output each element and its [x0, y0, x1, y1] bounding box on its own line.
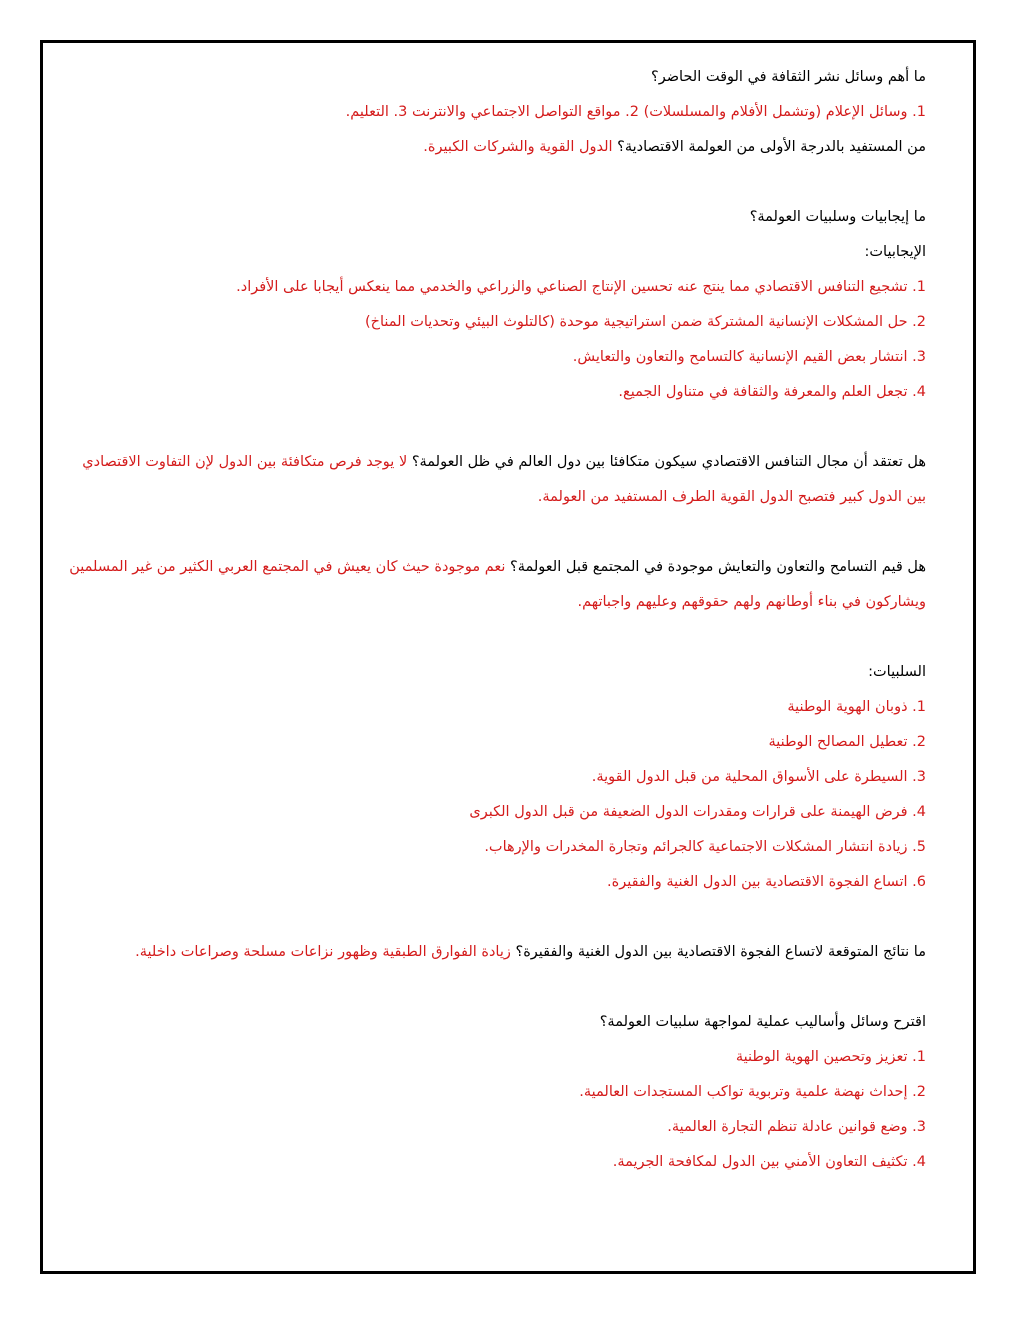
negative-item: 6. اتساع الفجوة الاقتصادية بين الدول الغنية والفقيرة.: [607, 874, 926, 890]
negatives-heading: السلبيات:: [868, 664, 926, 680]
question-competition: هل تعتقد أن مجال التنافس الاقتصادي سيكون متكافئا بين دول العالم في ظل العولمة؟: [411, 454, 926, 470]
negative-item: 1. ذوبان الهوية الوطنية: [787, 699, 926, 715]
question-pros-cons: ما إيجابيات وسلبيات العولمة؟: [749, 209, 926, 225]
question-beneficiary: من المستفيد بالدرجة الأولى من العولمة الاقتصادية؟: [617, 139, 926, 155]
positive-item: 4. تجعل العلم والمعرفة والثقافة في متناول الجميع.: [618, 384, 926, 400]
question-culture-means: ما أهم وسائل نشر الثقافة في الوقت الحاضر؟: [651, 69, 926, 85]
spacer: [60, 900, 926, 935]
question-competition-block: [60, 445, 926, 515]
negative-item: 5. زيادة انتشار المشكلات الاجتماعية كالجرائم وتجارة المخدرات والإرهاب.: [484, 839, 926, 855]
answer-gap-results: زيادة الفوارق الطبقية وظهور نزاعات مسلحة وصراعات داخلية.: [135, 944, 511, 960]
positive-item: 3. انتشار بعض القيم الإنسانية كالتسامح والتعاون والتعايش.: [572, 349, 926, 365]
negative-item: 3. السيطرة على الأسواق المحلية من قبل الدول القوية.: [591, 769, 926, 785]
spacer: [60, 970, 926, 1005]
question-beneficiary-block: [60, 130, 926, 165]
question-solutions: اقترح وسائل وأساليب عملية لمواجهة سلبيات العولمة؟: [599, 1014, 926, 1030]
spacer: [60, 620, 926, 655]
solution-item: 3. وضع قوانين عادلة تنظم التجارة العالمية.: [667, 1119, 926, 1135]
document-body: [60, 60, 926, 1180]
solution-item: 2. إحداث نهضة علمية وتربوية تواكب المستجدات العالمية.: [579, 1084, 926, 1100]
answer-culture-means: 1. وسائل الإعلام (وتشمل الأفلام والمسلسلات) 2. مواقع التواصل الاجتماعي والانترنت 3. التعليم.: [345, 104, 926, 120]
question-gap-results-block: [60, 935, 926, 970]
question-gap-results: ما نتائج المتوقعة لاتساع الفجوة الاقتصادية بين الدول الغنية والفقيرة؟: [515, 944, 926, 960]
answer-tolerance: نعم موجودة حيث كان يعيش في المجتمع العربي الكثير من غير المسلمين ويشاركون في بناء أوطانهم ولهم حقوقهم وعليهم واجباتهم.: [69, 559, 926, 610]
spacer: [60, 410, 926, 445]
positive-item: 2. حل المشكلات الإنسانية المشتركة ضمن استراتيجية موحدة (كالتلوث البيئي وتحديات المناخ): [364, 314, 926, 330]
negative-item: 4. فرض الهيمنة على قرارات ومقدرات الدول الضعيفة من قبل الدول الكبرى: [469, 804, 926, 820]
answer-beneficiary: الدول القوية والشركات الكبيرة.: [423, 139, 613, 155]
spacer: [60, 165, 926, 200]
positives-heading: الإيجابيات:: [864, 244, 926, 260]
spacer: [60, 515, 926, 550]
question-tolerance: هل قيم التسامح والتعاون والتعايش موجودة في المجتمع قبل العولمة؟: [510, 559, 926, 575]
solution-item: 4. تكثيف التعاون الأمني بين الدول لمكافحة الجريمة.: [612, 1154, 926, 1170]
answer-competition: لا يوجد فرص متكافئة بين الدول لإن التفاوت الاقتصادي بين الدول كبير فتصبح الدول القوية الطرف المستفيد من العولمة.: [82, 454, 926, 505]
solution-item: 1. تعزيز وتحصين الهوية الوطنية: [735, 1049, 926, 1065]
negative-item: 2. تعطيل المصالح الوطنية: [768, 734, 926, 750]
question-tolerance-block: [60, 550, 926, 620]
positive-item: 1. تشجيع التنافس الاقتصادي مما ينتج عنه تحسين الإنتاج الصناعي والزراعي والخدمي مما ينعكس أيجابا على الأفراد.: [236, 279, 926, 295]
